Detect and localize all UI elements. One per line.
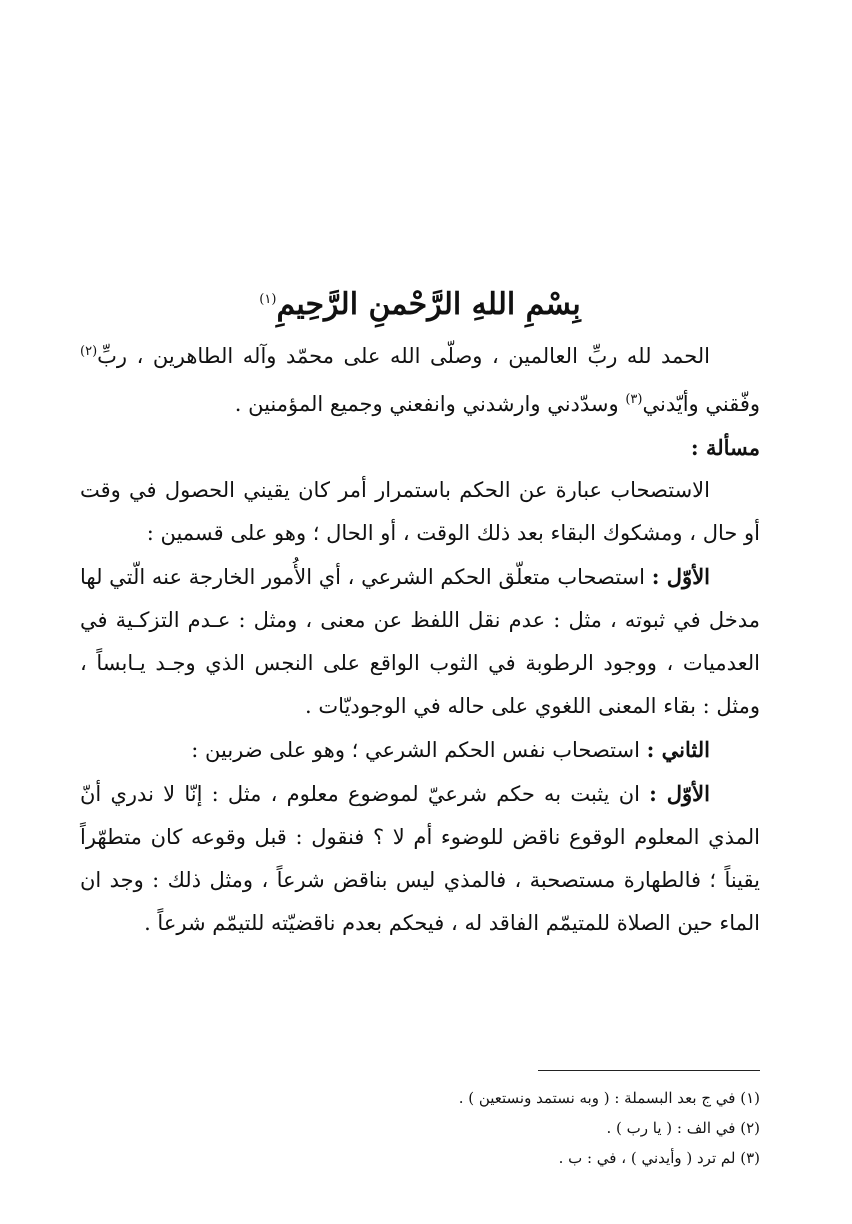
footnote-ref-2: (٢) bbox=[80, 344, 98, 359]
first-kind-paragraph bbox=[80, 555, 760, 728]
basmala-heading bbox=[80, 270, 760, 330]
footnote-1: (١) في ج بعد البسملة : ( وبه نستمد ونستعين ) . bbox=[458, 1089, 760, 1107]
opening-part-2: وفّقني وأيّدني bbox=[642, 392, 760, 416]
footnote-2: (٢) في الف : ( يا رب ) . bbox=[606, 1119, 760, 1137]
footnotes-section bbox=[80, 1070, 760, 1173]
page-body bbox=[80, 270, 760, 945]
opening-part-1: الحمد لله ربِّ العالمين ، وصلّى الله على محمّد وآله الطاهرين ، ربِّ bbox=[97, 344, 710, 368]
opening-paragraph bbox=[80, 330, 760, 426]
second-kind-paragraph bbox=[80, 728, 760, 772]
section-heading: مسألة : bbox=[690, 435, 760, 460]
definition-paragraph: الاستصحاب عبارة عن الحكم باستمرار أمر كان يقيني الحصول في وقت أو حال ، ومشكوك البقاء بعد ذلك الوقت ، أو الحال ؛ وهو على قسمين : bbox=[80, 478, 760, 545]
footnote-ref-1: (١) bbox=[259, 292, 277, 307]
first-type-paragraph bbox=[80, 772, 760, 945]
footnote-ref-3: (٣) bbox=[625, 392, 643, 407]
first-kind-lead: الأوّل : bbox=[651, 564, 711, 589]
first-kind-text: استصحاب متعلّق الحكم الشرعي ، أي الأُمور الخارجة عنه الّتي لها مدخل في ثبوته ، مثل : عدم نقل اللفظ عن معنى ، ومثل : عـدم التزكـية في العدميات ، ووجود الرطوبة في الثوب الواقع على النجس الذي وجـد يـابساً ، ومثل : بقاء المعنى اللغوي على حاله في الوجوديّات . bbox=[80, 565, 760, 718]
first-type-text: ان يثبت به حكم شرعيّ لموضوع معلوم ، مثل : إنّا لا ندري أنّ المذي المعلوم الوقوع ناقض للوضوء أم لا ؟ فنقول : قبل وقوعه كان متطهّراً يقيناً ؛ فالطهارة مستصحبة ، فالمذي ليس بناقض شرعاً ، ومثل ذلك : وجد ان الماء حين الصلاة للمتيمّم الفاقد له ، فيحكم بعدم ناقضيّته للتيمّم شرعاً . bbox=[80, 782, 760, 935]
second-kind-lead: الثاني : bbox=[646, 737, 710, 762]
second-kind-text: استصحاب نفس الحكم الشرعي ؛ وهو على ضربين : bbox=[191, 738, 647, 762]
footnote-3: (٣) لم ترد ( وأيدني ) ، في : ب . bbox=[558, 1149, 760, 1167]
footnote-divider bbox=[538, 1070, 760, 1071]
basmala-text: بِسْمِ اللهِ الرَّحْمنِ الرَّحِيمِ bbox=[276, 287, 581, 322]
main-text bbox=[80, 330, 760, 945]
first-type-lead: الأوّل : bbox=[649, 781, 710, 806]
opening-part-3: وسدّدني وارشدني وانفعني وجميع المؤمنين . bbox=[234, 392, 626, 416]
